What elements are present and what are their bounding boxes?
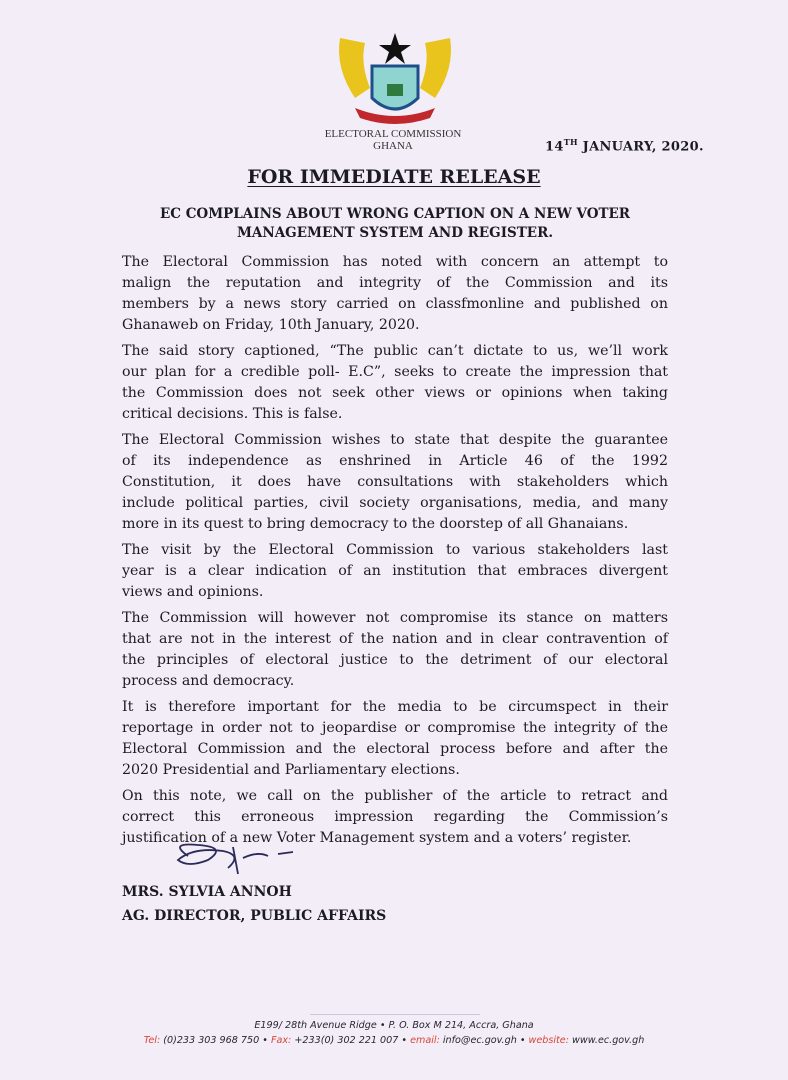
fax-label: Fax: — [270, 1035, 292, 1046]
paragraph-line: justification of a new Voter Management system and a voters’ register. — [122, 830, 632, 846]
release-title — [0, 166, 788, 188]
paragraph-line: that are not in the interest of the nation and in clear contravention of — [122, 631, 668, 647]
paragraph-line: 2020 Presidential and Parliamentary elections. — [122, 762, 460, 778]
paragraph-line: On this note, we call on the publisher of the article to retract and — [122, 788, 668, 804]
tel-label: Tel: — [143, 1035, 161, 1046]
website-label: website: — [528, 1035, 569, 1046]
paragraph — [122, 540, 668, 603]
footer — [0, 1018, 788, 1048]
paragraph-line: malign the reputation and integrity of the Commission and its — [122, 275, 668, 291]
paragraph-line: correct this erroneous impression regarding the Commission’s — [122, 809, 668, 825]
email-value: info@ec.gov.gh • — [439, 1035, 529, 1046]
paragraph-line: Constitution, it does have consultations with stakeholders which — [122, 474, 668, 490]
subject-line: MANAGEMENT SYSTEM AND REGISTER. — [236, 225, 554, 241]
org-line-1: ELECTORAL COMMISSION — [324, 128, 462, 140]
paragraph-line: The Commission will however not compromise its stance on matters — [122, 610, 668, 626]
paragraph-line: The said story captioned, “The public can’t dictate to us, we’ll work — [122, 343, 668, 359]
paragraph-line: reportage in order not to jeopardise or compromise the integrity of the — [122, 720, 668, 736]
paragraph-line: It is therefore important for the media to be circumspect in their — [122, 699, 668, 715]
subject-heading — [120, 205, 670, 243]
paragraph-line: critical decisions. This is false. — [122, 406, 343, 422]
date-suffix: TH — [563, 137, 578, 147]
footer-contacts — [0, 1033, 788, 1048]
paragraph — [122, 697, 668, 781]
paragraph — [122, 252, 668, 336]
paragraph-line: views and opinions. — [122, 584, 264, 600]
website-value: www.ec.gov.gh — [568, 1035, 645, 1046]
paragraph-line: The Electoral Commission has noted with concern an attempt to — [122, 254, 668, 270]
paragraph-line: Electoral Commission and the electoral process before and after the — [122, 741, 668, 757]
paragraph — [122, 430, 668, 535]
paragraph-line: more in its quest to bring democracy to the doorstep of all Ghanaians. — [122, 516, 629, 532]
release-date — [545, 137, 704, 154]
paragraph-line: the principles of electoral justice to the detriment of our electoral — [122, 652, 668, 668]
paragraph-line: members by a news story carried on classfmonline and published on — [122, 296, 668, 312]
signer-name: MRS. SYLVIA ANNOH — [122, 884, 292, 900]
paragraph-line: The Electoral Commission wishes to state that despite the guarantee — [122, 432, 668, 448]
tel-value: (0)233 303 968 750 • — [160, 1035, 271, 1046]
paragraph-line: the Commission does not seek other views or opinions when taking — [122, 385, 668, 401]
paragraph-line: The visit by the Electoral Commission to various stakeholders last — [122, 542, 668, 558]
date-rest: JANUARY, 2020. — [577, 139, 704, 155]
signer-title: AG. DIRECTOR, PUBLIC AFFAIRS — [122, 908, 387, 924]
release-title-text: FOR IMMEDIATE RELEASE — [247, 166, 541, 188]
footer-address: E199/ 28th Avenue Ridge • P. O. Box M 214, Accra, Ghana — [254, 1020, 534, 1031]
fax-value: +233(0) 302 221 007 • — [291, 1035, 411, 1046]
paragraph-line: process and democracy. — [122, 673, 295, 689]
email-label: email: — [410, 1035, 440, 1046]
paragraph-line: of its independence as enshrined in Article 46 of the 1992 — [122, 453, 668, 469]
org-line-2: GHANA — [373, 140, 413, 152]
signature — [148, 838, 308, 883]
paragraph-line: include political parties, civil society organisations, media, and many — [122, 495, 668, 511]
organization-name — [318, 128, 468, 152]
paragraph-line: Ghanaweb on Friday, 10th January, 2020. — [122, 317, 420, 333]
letter-body — [122, 252, 668, 854]
paragraph-line: our plan for a credible poll- E.C”, seeks to create the impression that — [122, 364, 668, 380]
date-day: 14 — [545, 139, 564, 155]
coat-of-arms-logo — [330, 28, 460, 128]
paragraph — [122, 341, 668, 425]
paragraph-line: year is a clear indication of an institution that embraces divergent — [122, 563, 668, 579]
paragraph — [122, 608, 668, 692]
footer-divider — [310, 1014, 480, 1015]
signer-block — [122, 880, 386, 928]
subject-line: EC COMPLAINS ABOUT WRONG CAPTION ON A NEW VOTER — [159, 206, 631, 222]
